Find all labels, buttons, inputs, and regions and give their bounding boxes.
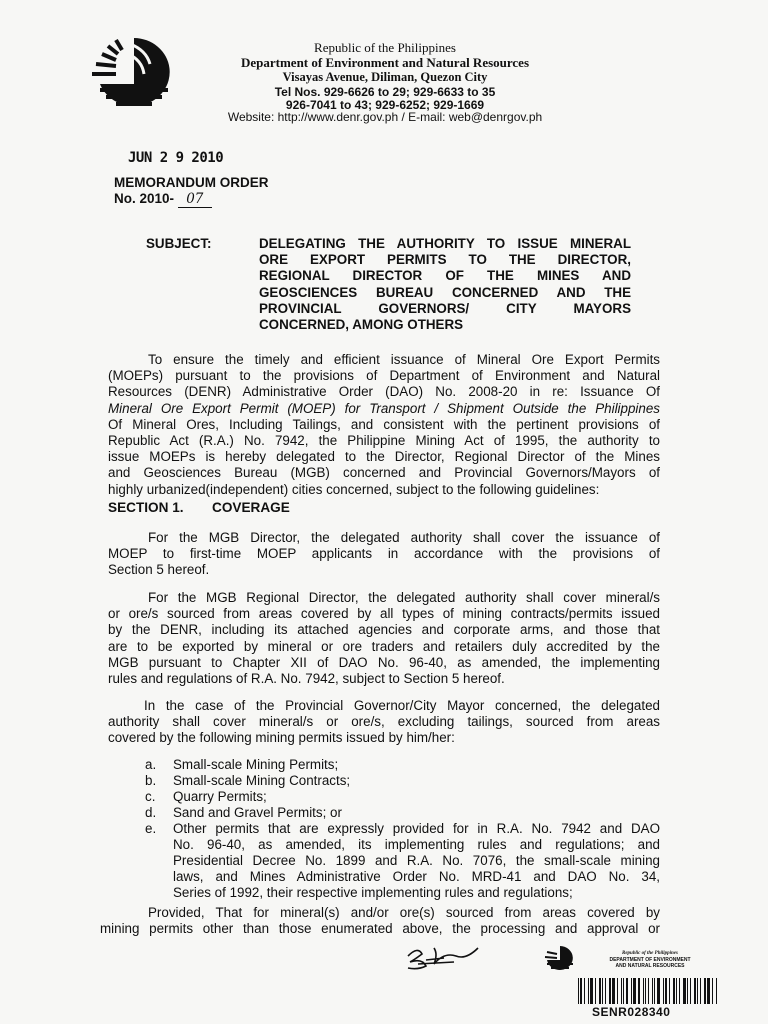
letterhead-republic: Republic of the Philippines xyxy=(314,40,456,55)
list-text: Small-scale Mining Contracts; xyxy=(173,773,351,788)
regional-paragraph xyxy=(108,590,660,687)
barcode-bar xyxy=(623,978,624,1004)
subject-line: ORE EXPORT PERMITS TO THE DIRECTOR, xyxy=(259,252,631,268)
regional-line: by the DENR, including its attached agencies and corporate arms, and those that xyxy=(108,622,660,638)
governor-paragraph xyxy=(108,698,660,747)
list-text: Quarry Permits; xyxy=(173,789,267,804)
section-title: COVERAGE xyxy=(212,500,290,515)
initials-signature xyxy=(404,942,484,972)
governor-line: covered by the following mining permits issued by him/her: xyxy=(108,730,455,746)
memo-number-prefix: No. 2010- xyxy=(114,191,175,206)
barcode-bar xyxy=(645,978,646,1004)
provided-paragraph xyxy=(100,905,660,937)
barcode-bar xyxy=(704,978,706,1004)
list-item xyxy=(145,773,660,789)
regional-line: are to be exported by mineral or ore traders and retailers duly accredited by the xyxy=(108,638,660,654)
subject-line: REGIONAL DIRECTOR OF THE MINES AND xyxy=(259,268,631,284)
barcode-code: SENR028340 xyxy=(592,1005,671,1019)
barcode-bar xyxy=(605,978,606,1004)
memo-number xyxy=(114,191,212,208)
barcode-bar xyxy=(599,978,601,1004)
list-item xyxy=(145,789,660,805)
barcode-bar xyxy=(663,978,664,1004)
barcode-bar xyxy=(631,978,632,1004)
barcode-bar xyxy=(694,978,696,1004)
barcode-bar xyxy=(657,978,660,1004)
intro-line: Resources (DENR) Administrative Order (DAO) No. 2008-20 in re: Issuance Of xyxy=(108,384,660,400)
barcode-bar xyxy=(707,978,710,1004)
memo-title: MEMORANDUM ORDER xyxy=(114,175,269,190)
list-text: Small-scale Mining Permits; xyxy=(173,757,339,772)
barcode-bar xyxy=(679,978,680,1004)
barcode-bar xyxy=(697,978,698,1004)
barcode-bar xyxy=(700,978,701,1004)
barcode-bar xyxy=(621,978,622,1004)
barcode-bar xyxy=(643,978,644,1004)
stamp-line: AND NATURAL RESOURCES xyxy=(615,963,685,969)
barcode-bar xyxy=(690,978,691,1004)
intro-line: (MOEPs) pursuant to the provisions of Department of Environment and Natural xyxy=(108,368,660,384)
letterhead-department: Department of Environment and Natural Resources xyxy=(240,55,530,70)
barcode-bar xyxy=(612,978,615,1004)
list-text-line: laws, and Mines Administrative Order No. MRD-41 and DAO No. 34, xyxy=(173,869,660,884)
list-text xyxy=(173,821,660,901)
provided-line: mining permits other than those enumerated above, the processing and approval or xyxy=(100,921,660,937)
permit-list xyxy=(145,757,660,901)
list-marker: c. xyxy=(145,789,156,804)
barcode-bar xyxy=(626,978,628,1004)
subject-label: SUBJECT: xyxy=(146,236,212,251)
list-text: Sand and Gravel Permits; or xyxy=(173,805,342,820)
letterhead-website: Website: http://www.denr.gov.ph / E-mail: web@denrgov.ph xyxy=(227,110,543,124)
subject-line: PROVINCIAL GOVERNORS/ CITY MAYORS xyxy=(259,300,631,316)
regional-line: rules and regulations of R.A. No. 7942, subject to Section 5 hereof. xyxy=(108,671,505,687)
director-paragraph xyxy=(108,530,660,579)
barcode-bar xyxy=(580,978,582,1004)
list-marker: e. xyxy=(145,821,157,836)
barcode-bar xyxy=(669,978,670,1004)
barcode-bar xyxy=(578,978,579,1004)
barcode-bar xyxy=(652,978,653,1004)
intro-paragraph xyxy=(108,352,660,498)
barcode-bar xyxy=(609,978,611,1004)
barcode-bar xyxy=(676,978,677,1004)
barcode-bar xyxy=(617,978,618,1004)
date-stamp: JUN 2 9 2010 xyxy=(128,150,224,166)
subject-line: CONCERNED, AMONG OTHERS xyxy=(259,317,464,333)
stamp-line: DEPARTMENT OF ENVIRONMENT xyxy=(609,957,691,963)
regional-line: MGB pursuant to Chapter XII of DAO No. 96-40, as amended, the implementing xyxy=(108,654,660,670)
intro-line: and Geosciences Bureau (MGB) concerned and Provincial Governors/Mayors of xyxy=(108,465,660,481)
barcode-bar xyxy=(665,978,667,1004)
list-item xyxy=(145,821,660,901)
intro-line: highly urbanized(independent) cities concerned, subject to the following guidelines: xyxy=(108,481,600,497)
governor-line: authority shall cover mineral/s or ore/s, excluding tailings, sourced from areas xyxy=(108,714,660,730)
barcode-bar xyxy=(687,978,688,1004)
barcode-bar xyxy=(716,978,717,1004)
provided-line: Provided, That for mineral(s) and/or ore(s) sourced from areas covered by xyxy=(148,905,660,920)
list-item xyxy=(145,757,660,773)
regional-line: For the MGB Regional Director, the delegated authority shall cover mineral/s xyxy=(148,590,660,605)
subject-line: GEOSCIENCES BUREAU CONCERNED AND THE xyxy=(259,284,631,300)
stamp-logo xyxy=(543,944,577,970)
barcode-bar xyxy=(673,978,675,1004)
list-marker: b. xyxy=(145,773,157,788)
list-text-line: Presidential Decree No. 1899 and R.A. No. 7076, the small-scale mining xyxy=(173,853,660,868)
list-marker: d. xyxy=(145,805,157,820)
list-marker: a. xyxy=(145,757,157,772)
denr-logo xyxy=(86,34,182,106)
intro-line: Republic Act (R.A.) No. 7942, the Philippine Mining Act of 1995, the authority to xyxy=(108,433,660,449)
list-text-line: Series of 1992, their respective implementing rules and regulations; xyxy=(173,885,573,900)
intro-line: issue MOEPs is hereby delegated to the Director, Regional Director of the Mines xyxy=(108,449,660,465)
regional-line: or ore/s sourced from areas covered by all types of mining contracts/permits issued xyxy=(108,606,660,622)
barcode-bar xyxy=(584,978,585,1004)
section-number: SECTION 1. xyxy=(108,500,184,515)
barcode-bar xyxy=(590,978,593,1004)
barcode-bar xyxy=(683,978,686,1004)
director-line: Section 5 hereof. xyxy=(108,562,210,578)
list-text-line: Other permits that are expressly provided for in R.A. No. 7942 and DAO xyxy=(173,821,660,836)
intro-line: Mineral Ore Export Permit (MOEP) for Transport / Shipment Outside the Philippines xyxy=(108,400,660,416)
intro-line: Of Mineral Ores, Including Tailings, and consistent with the pertinent provisions of xyxy=(108,416,660,432)
director-line: MOEP to first-time MOEP applicants in accordance with the provisions of xyxy=(108,546,660,562)
barcode xyxy=(578,978,718,1004)
list-item xyxy=(145,805,660,821)
barcode-bar xyxy=(712,978,713,1004)
governor-line: In the case of the Provincial Governor/City Mayor concerned, the delegated xyxy=(144,698,660,713)
subject-line: DELEGATING THE AUTHORITY TO ISSUE MINERAL xyxy=(259,236,631,251)
stamp-line: Republic of the Philippines xyxy=(622,951,678,956)
barcode-bar xyxy=(654,978,655,1004)
memo-number-handwritten: 07 xyxy=(178,191,212,208)
letterhead-address: Visayas Avenue, Diliman, Quezon City xyxy=(282,70,488,84)
stamp-text xyxy=(590,951,710,969)
intro-line: To ensure the timely and efficient issuance of Mineral Ore Export Permits xyxy=(148,352,660,367)
barcode-bar xyxy=(602,978,603,1004)
subject-text xyxy=(259,236,631,333)
letterhead-tel-2: 926-7041 to 43; 929-6252; 929-1669 xyxy=(285,98,485,112)
letterhead-tel-1: Tel Nos. 929-6626 to 29; 929-6633 to 35 xyxy=(274,85,496,99)
barcode-bar xyxy=(588,978,589,1004)
director-line: For the MGB Director, the delegated authority shall cover the issuance of xyxy=(148,530,660,545)
barcode-bar xyxy=(638,978,640,1004)
barcode-bar xyxy=(633,978,636,1004)
barcode-bar xyxy=(648,978,650,1004)
list-text-line: No. 96-40, as amended, its implementing rules and regulations; and xyxy=(173,837,660,852)
barcode-bar xyxy=(595,978,596,1004)
